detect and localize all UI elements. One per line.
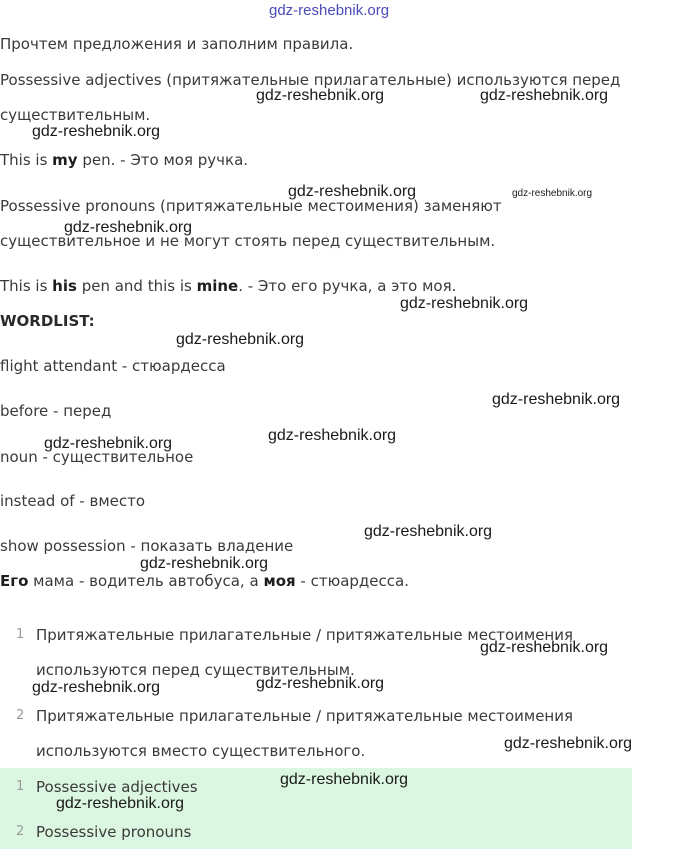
watermark: gdz-reshebnik.org xyxy=(269,2,390,19)
example2-pre: This is xyxy=(0,277,53,295)
watermark: gdz-reshebnik.org xyxy=(364,523,493,540)
task-item-line1: Притяжательные прилагательные / притяжательные местоимения xyxy=(36,707,574,725)
example1 xyxy=(0,149,248,171)
answer-number: 1 xyxy=(16,779,25,794)
example3-post: - стюардесса. xyxy=(295,572,409,590)
watermark: gdz-reshebnik.org xyxy=(400,295,529,312)
watermark: gdz-reshebnik.org xyxy=(64,219,193,236)
example1-post: pen. - Это моя ручка. xyxy=(77,151,249,169)
watermark: gdz-reshebnik.org xyxy=(32,679,161,696)
watermark: gdz-reshebnik.org xyxy=(32,123,161,140)
rule1-line1: Possessive adjectives (притяжательные прилагательные) используются перед xyxy=(0,71,621,89)
watermark: gdz-reshebnik.org xyxy=(176,331,305,348)
example3 xyxy=(0,570,409,592)
watermark: gdz-reshebnik.org xyxy=(268,427,397,444)
watermark: gdz-reshebnik.org xyxy=(492,391,621,408)
wordlist-item: show possession - показать владение xyxy=(0,537,294,555)
answer-item: Possessive adjectives xyxy=(36,778,198,796)
watermark: gdz-reshebnik.org xyxy=(256,87,385,104)
rule1-line2: существительным. xyxy=(0,106,151,124)
watermark: gdz-reshebnik.org xyxy=(288,183,417,200)
example2-mid: pen and this is xyxy=(76,277,197,295)
answer-number: 2 xyxy=(16,824,25,839)
example3-bold1: Его xyxy=(0,572,29,590)
example3-mid: мама - водитель автобуса, а xyxy=(28,572,264,590)
example2-bold1: his xyxy=(52,277,77,295)
watermark: gdz-reshebnik.org xyxy=(512,188,593,199)
task-item-line2: используются перед существительным. xyxy=(36,661,355,679)
example2 xyxy=(0,275,456,297)
example3-bold2: моя xyxy=(263,572,296,590)
watermark: gdz-reshebnik.org xyxy=(140,555,269,572)
wordlist-item: before - перед xyxy=(0,402,112,420)
answer-item: Possessive pronouns xyxy=(36,823,192,841)
example2-post: . - Это его ручка, а это моя. xyxy=(238,277,457,295)
example1-bold: my xyxy=(52,151,78,169)
task-number: 2 xyxy=(16,708,25,723)
wordlist-item: instead of - вместо xyxy=(0,492,146,510)
watermark: gdz-reshebnik.org xyxy=(280,771,409,788)
rule2-line1: Possessive pronouns (притяжательные местоимения) заменяют xyxy=(0,197,502,215)
watermark: gdz-reshebnik.org xyxy=(56,795,185,812)
watermark: gdz-reshebnik.org xyxy=(44,435,173,452)
watermark: gdz-reshebnik.org xyxy=(256,675,385,692)
task-number: 1 xyxy=(16,627,25,642)
task-item-line2: используются вместо существительного. xyxy=(36,742,366,760)
wordlist-title: WORDLIST: xyxy=(0,312,95,330)
watermark: gdz-reshebnik.org xyxy=(480,87,609,104)
watermark: gdz-reshebnik.org xyxy=(480,639,609,656)
intro-text: Прочтем предложения и заполним правила. xyxy=(0,35,354,53)
wordlist-item: flight attendant - стюардесса xyxy=(0,357,226,375)
example2-bold2: mine xyxy=(196,277,239,295)
task-item-line1: Притяжательные прилагательные / притяжательные местоимения xyxy=(36,626,574,644)
watermark: gdz-reshebnik.org xyxy=(504,735,633,752)
wordlist-item: noun - существительное xyxy=(0,448,194,466)
rule2-line2: существительное и не могут стоять перед существительным. xyxy=(0,232,496,250)
example1-pre: This is xyxy=(0,151,53,169)
